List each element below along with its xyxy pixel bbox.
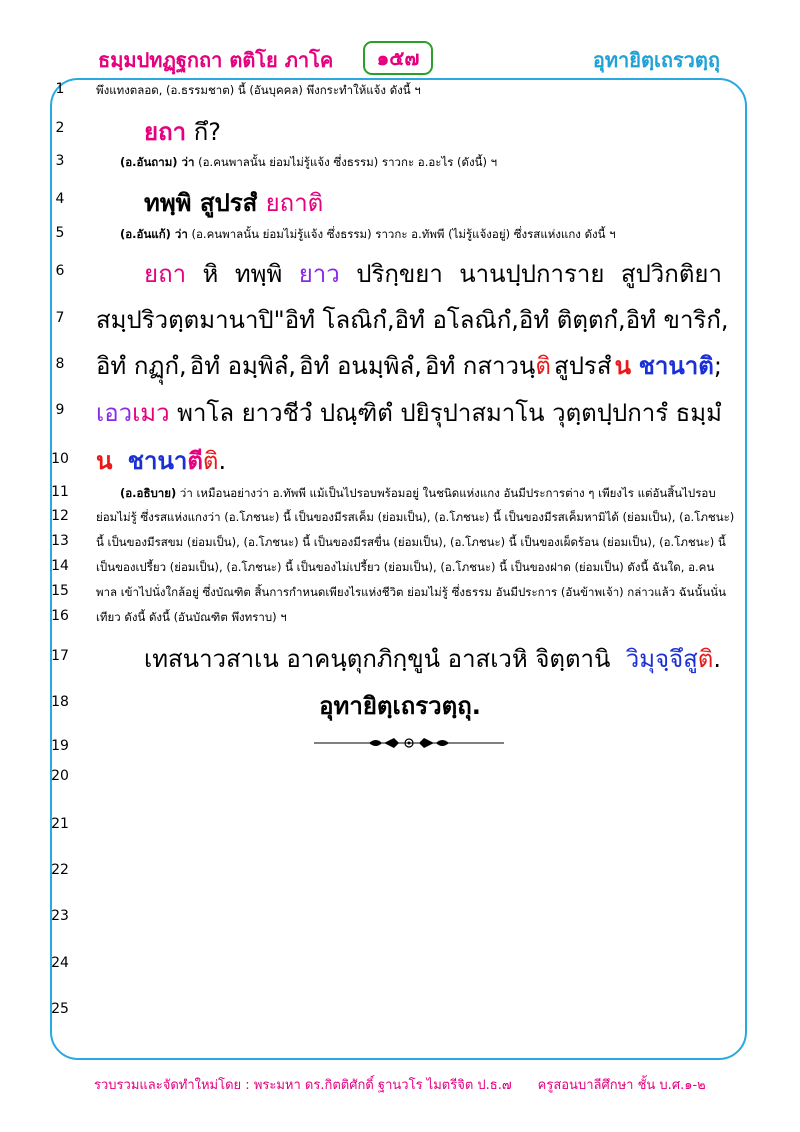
line-number: 20 [51,768,69,784]
label-explanation: (อ.อธิบาย) [120,486,177,500]
line-number: 16 [51,608,69,624]
pali-word: สมฺปริวตฺตมานาปิ [96,306,274,334]
text-line-5 [120,226,616,244]
line-number: 10 [51,451,69,467]
pali-word: อิทํ อโลณิกํ, [394,306,519,334]
footer [94,1074,706,1095]
pali-word: ยาวชีวํ [241,399,313,427]
text-line-7 [96,300,729,339]
pali-word: ยถา [144,260,187,288]
pali-word: ปยิรุปาสมาโน [400,399,545,427]
translation-text: (อ.คนพาลนั้น ย่อมไม่รู้แจ้ง ซึ่งธรรม) ราวกะ อ.อะไร (ดังนี้) ฯ [194,155,498,169]
pali-word: ยถา [144,118,187,146]
text-line-2 [144,112,221,151]
pali-word: ปริกฺขยา [356,260,443,288]
line-number: 17 [51,648,69,664]
pali-word [96,393,170,432]
text-line-4 [144,183,323,222]
word-stem: อิทํ กสาวนฺ [424,352,536,380]
book-title: ธมฺมปทฏฺฐกถา ตติโย ภาโค [98,48,334,72]
pali-word: วุตฺตปฺปการํ [552,399,669,427]
translation-text: ว่า เหมือนอย่างว่า อ.ทัพพี แม้เป็นไปรอบพร้อมอยู่ ในชนิดแห่งแกง อันมีประการต่าง ๆ เพียงไร แต่อันสิ้นไปรอบ [176,486,716,500]
negation: น [96,447,113,475]
line-number: 2 [55,120,65,136]
verb: ชานาติ [638,352,714,380]
punctuation: . [218,447,227,475]
text-line-17 [144,639,721,678]
line-number: 24 [51,955,69,971]
word-part: เมว [132,399,170,427]
text-line-15: พาล เข้าไปนั่งใกล้อยู่ ซึ่งบัณฑิต สิ้นการกำหนดเพียงไรแห่งชีวิต ย่อมไม่รู้ ซึ่งธรรม อันมีประการ (อันข้าพเจ้า) กล่าวแล้ว ฉันนั้นนั่น [96,585,726,599]
pali-word: ทพฺพิ [234,260,283,288]
pali-word: อิทํ กฏุกํ, [96,352,187,380]
text-line-12: ย่อมไม่รู้ ซึ่งรสแห่งแกงว่า (อ.โภชนะ) นี้ เป็นของมีรสเค็ม (ย่อมเป็น), (อ.โภชนะ) นี้ เป็นของมีรสเค็มหามิได้ (ย่อมเป็น), (อ.โภชนะ) [96,510,735,524]
line-number: 13 [51,533,69,549]
pali-word: วิมุจฺจึสู [625,645,698,673]
word-part: เอว [96,399,133,427]
pali-word: อิทํ ขาริกํ, [625,306,729,334]
pali-word: อิทํ อมฺพิลํ, [189,352,297,380]
word-suffix: ติ [697,645,714,673]
verb: ชานา [127,447,188,475]
page-number: ๑๕๗ [363,41,433,75]
pali-word [615,346,722,385]
pali-word: สูปรสํ [554,352,612,380]
pali-word: ธมฺมํ [675,399,722,427]
pali-phrase: ทพฺพิ สูปรสํ [144,189,258,217]
line-number: 14 [51,558,69,574]
pali-word [425,346,551,385]
text-line-13: นี้ เป็นของมีรสขม (ย่อมเป็น), (อ.โภชนะ) นี้ เป็นของมีรสขื่น (ย่อมเป็น), (อ.โภชนะ) นี้ เป็นของเผ็ดร้อน (ย่อมเป็น), (อ.โภชนะ) นี้ [96,535,726,549]
text-line-3 [120,154,497,172]
text-line-10 [96,441,226,480]
text-line-11 [120,485,716,503]
punctuation: . [713,645,722,673]
line-number: 21 [51,816,69,832]
line-number: 3 [55,153,65,169]
text-line-9 [96,393,722,432]
translation-text: (อ.คนพาลนั้น ย่อมไม่รู้แจ้ง ซึ่งธรรม) ราวกะ อ.ทัพพี (ไม่รู้แจ้งอยู่) ซึ่งรสแห่งแกง ดังนี้ ฯ [187,227,616,241]
line-number: 4 [55,191,65,207]
story-title: อุทายิตฺเถรวตฺถุ [592,48,720,72]
pali-phrase: เทสนาวสาเน อาคนฺตุกภิกฺขูนํ อาสเวหิ จิตฺตานิ [144,645,611,673]
verb-suffix: ตี [187,447,203,475]
pali-word: ยาว [298,260,340,288]
footer-compiler: รวบรวมและจัดทำใหม่โดย : พระมหา ดร.กิตติศักดิ์ ฐานวโร ไมตรีจิต ป.ธ.๗ [94,1078,512,1093]
pali-word: "อิทํ โลณิกํ, [273,306,395,334]
text-line-16: เทียว ดังนี้ ดังนี้ (อันบัณฑิต พึงทราบ) ฯ [96,610,287,624]
text-line-1: พึงแทงตลอด, (อ.ธรรมชาต) นี้ (อันบุคคล) พึงกระทำให้แจ้ง ดังนี้ ฯ [96,83,421,97]
pali-word: หิ [202,260,219,288]
pali-word: กึ? [193,118,221,146]
pali-word: อิทํ ติตฺตกํ, [518,306,626,334]
line-number: 15 [51,583,69,599]
line-number: 9 [55,402,65,418]
line-number: 5 [55,225,65,241]
word-suffix: ติ [535,352,551,380]
line-number: 7 [55,310,65,326]
pali-word: อิทํ อนมฺพิลํ, [299,352,422,380]
pali-word: พาโล [177,399,235,427]
line-number: 1 [55,81,65,97]
ornament-divider-icon [314,734,504,752]
line-number: 6 [55,263,65,279]
word-suffix: ติ [202,447,219,475]
line-number: 19 [51,738,69,754]
label-question: (อ.อันถาม) ว่า [120,155,195,169]
line-number: 22 [51,862,69,878]
pali-word: สูปวิกติยา [620,260,722,288]
negation: น [614,352,631,380]
line-number: 23 [51,908,69,924]
line-number: 8 [55,356,65,372]
footer-role: ครูสอนบาลีศึกษา ชั้น บ.ศ.๑-๒ [537,1078,706,1093]
line-number: 11 [51,484,69,500]
line-number: 25 [51,1001,69,1017]
text-line-14: เป็นของเปรี้ยว (ย่อมเป็น), (อ.โภชนะ) นี้ เป็นของไม่เปรี้ยว (ย่อมเป็น), (อ.โภชนะ) นี้ เป็นของฝาด (ย่อมเป็น) ดังนี้ ฉันใด, อ.คน [96,560,715,574]
pali-word: นานปฺปการาย [459,260,605,288]
pali-word: ปณฺฑิตํ [319,399,393,427]
punctuation: ; [713,352,722,380]
story-end-title: อุทายิตฺเถรวตฺถุ. [319,692,481,720]
text-line-8 [96,346,722,385]
line-number: 12 [51,508,69,524]
text-line-6 [144,254,722,293]
line-number: 18 [51,694,69,710]
label-answer: (อ.อันแก้) ว่า [120,227,188,241]
pali-word: ยถาติ [265,189,324,217]
